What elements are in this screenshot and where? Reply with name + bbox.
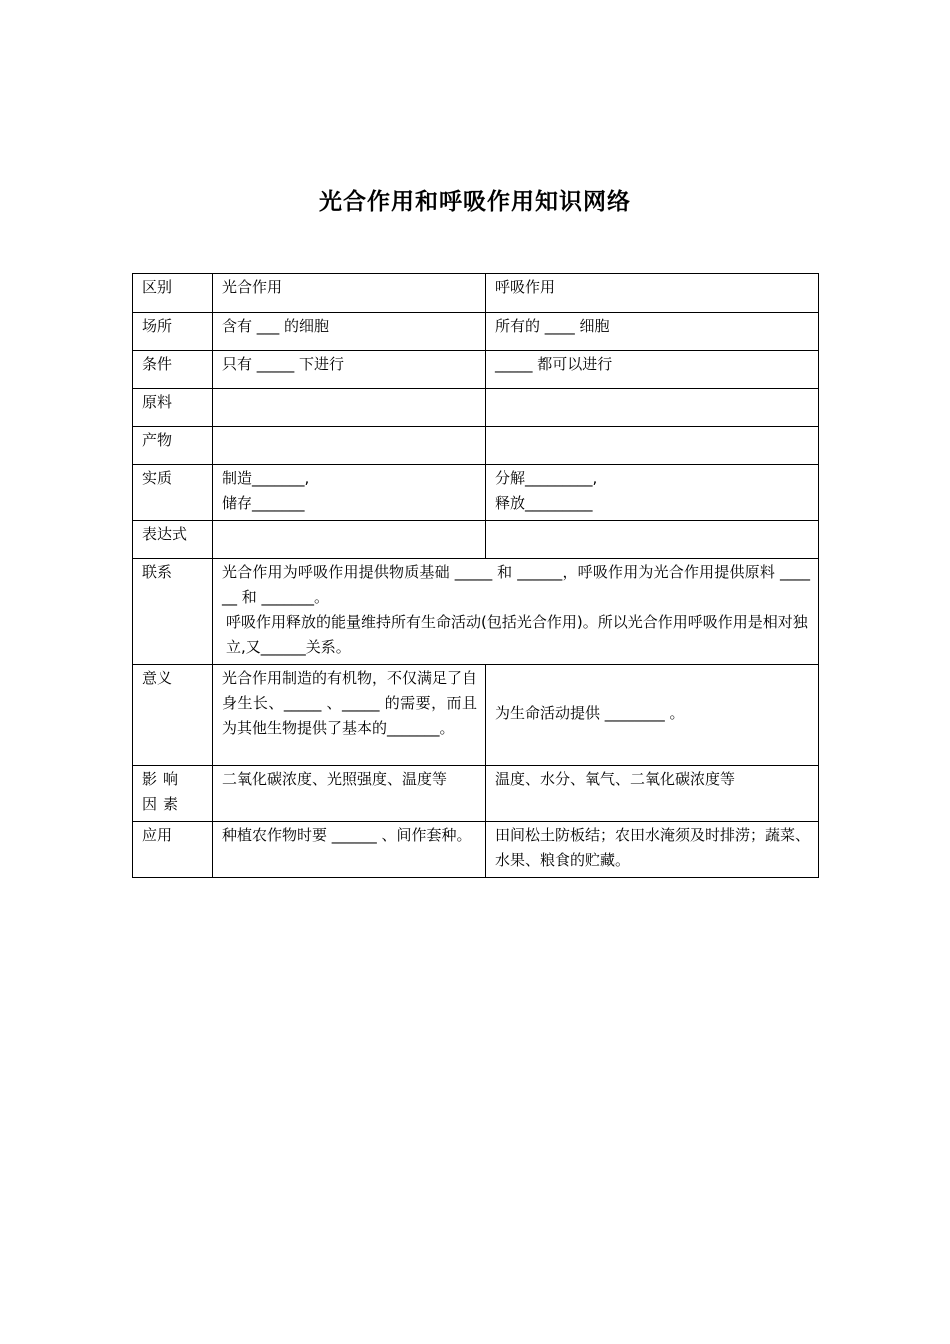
- table-row-location: [133, 313, 819, 351]
- table-row-essence: [133, 465, 819, 521]
- photo-essence-line-2: 储存_______: [222, 494, 305, 512]
- row-label-application: 应用: [133, 822, 213, 878]
- comparison-table: [132, 273, 819, 878]
- resp-essence-cell: [486, 465, 819, 521]
- row-label-difference: 区别: [133, 274, 213, 313]
- row-label-essence: 实质: [133, 465, 213, 521]
- table-row-factors: [133, 766, 819, 822]
- table-row-application: [133, 822, 819, 878]
- photo-significance-cell: 光合作用制造的有机物，不仅满足了自身生长、_____ 、_____ 的需要，而且为其他生物提供了基本的_______。: [213, 665, 486, 766]
- row-label-products: 产物: [133, 427, 213, 465]
- col-header-photosynthesis: 光合作用: [213, 274, 486, 313]
- table-row-condition: [133, 351, 819, 389]
- photo-materials-cell: [213, 389, 486, 427]
- photo-application-cell: 种植农作物时要 ______ 、间作套种。: [213, 822, 486, 878]
- table-row-products: [133, 427, 819, 465]
- resp-products-cell: [486, 427, 819, 465]
- page-title: 光合作用和呼吸作用知识网络: [319, 188, 631, 215]
- relation-cell: [213, 559, 819, 665]
- photo-essence-cell: [213, 465, 486, 521]
- row-label-expression: 表达式: [133, 521, 213, 559]
- row-label-location: 场所: [133, 313, 213, 351]
- photo-expression-cell: [213, 521, 486, 559]
- resp-factors-cell: 温度、水分、氧气、二氧化碳浓度等: [486, 766, 819, 822]
- table-row-significance: [133, 665, 819, 766]
- photo-essence-line-1: 制造_______,: [222, 469, 310, 487]
- resp-essence-line-2: 释放_________: [495, 494, 593, 512]
- relation-text-2: 呼吸作用释放的能量维持所有生命活动(包括光合作用)。所以光合作用呼吸作用是相对独立,又______关系。: [226, 613, 808, 656]
- resp-location-cell: 所有的 ____ 细胞: [486, 313, 819, 351]
- row-label-factors: 影响因素: [133, 766, 213, 822]
- photo-condition-cell: 只有 _____ 下进行: [213, 351, 486, 389]
- row-label-condition: 条件: [133, 351, 213, 389]
- row-label-significance: 意义: [133, 665, 213, 766]
- relation-text-1: 光合作用为呼吸作用提供物质基础 _____ 和 ______，呼吸作用为光合作用提供原料 ______ 和 _______。: [222, 563, 810, 606]
- photo-factors-cell: 二氧化碳浓度、光照强度、温度等: [213, 766, 486, 822]
- col-header-respiration: 呼吸作用: [486, 274, 819, 313]
- resp-application-cell: 田间松土防板结；农田水淹须及时排涝；蔬菜、水果、粮食的贮藏。: [486, 822, 819, 878]
- table-row-relation: [133, 559, 819, 665]
- photo-products-cell: [213, 427, 486, 465]
- row-label-materials: 原料: [133, 389, 213, 427]
- table-row-expression: [133, 521, 819, 559]
- resp-expression-cell: [486, 521, 819, 559]
- table-row-materials: [133, 389, 819, 427]
- resp-significance-cell: 为生命活动提供 ________ 。: [486, 665, 819, 766]
- resp-essence-line-1: 分解_________,: [495, 469, 598, 487]
- table-row-header: [133, 274, 819, 313]
- row-label-relation: 联系: [133, 559, 213, 665]
- photo-location-cell: 含有 ___ 的细胞: [213, 313, 486, 351]
- resp-materials-cell: [486, 389, 819, 427]
- resp-condition-cell: _____ 都可以进行: [486, 351, 819, 389]
